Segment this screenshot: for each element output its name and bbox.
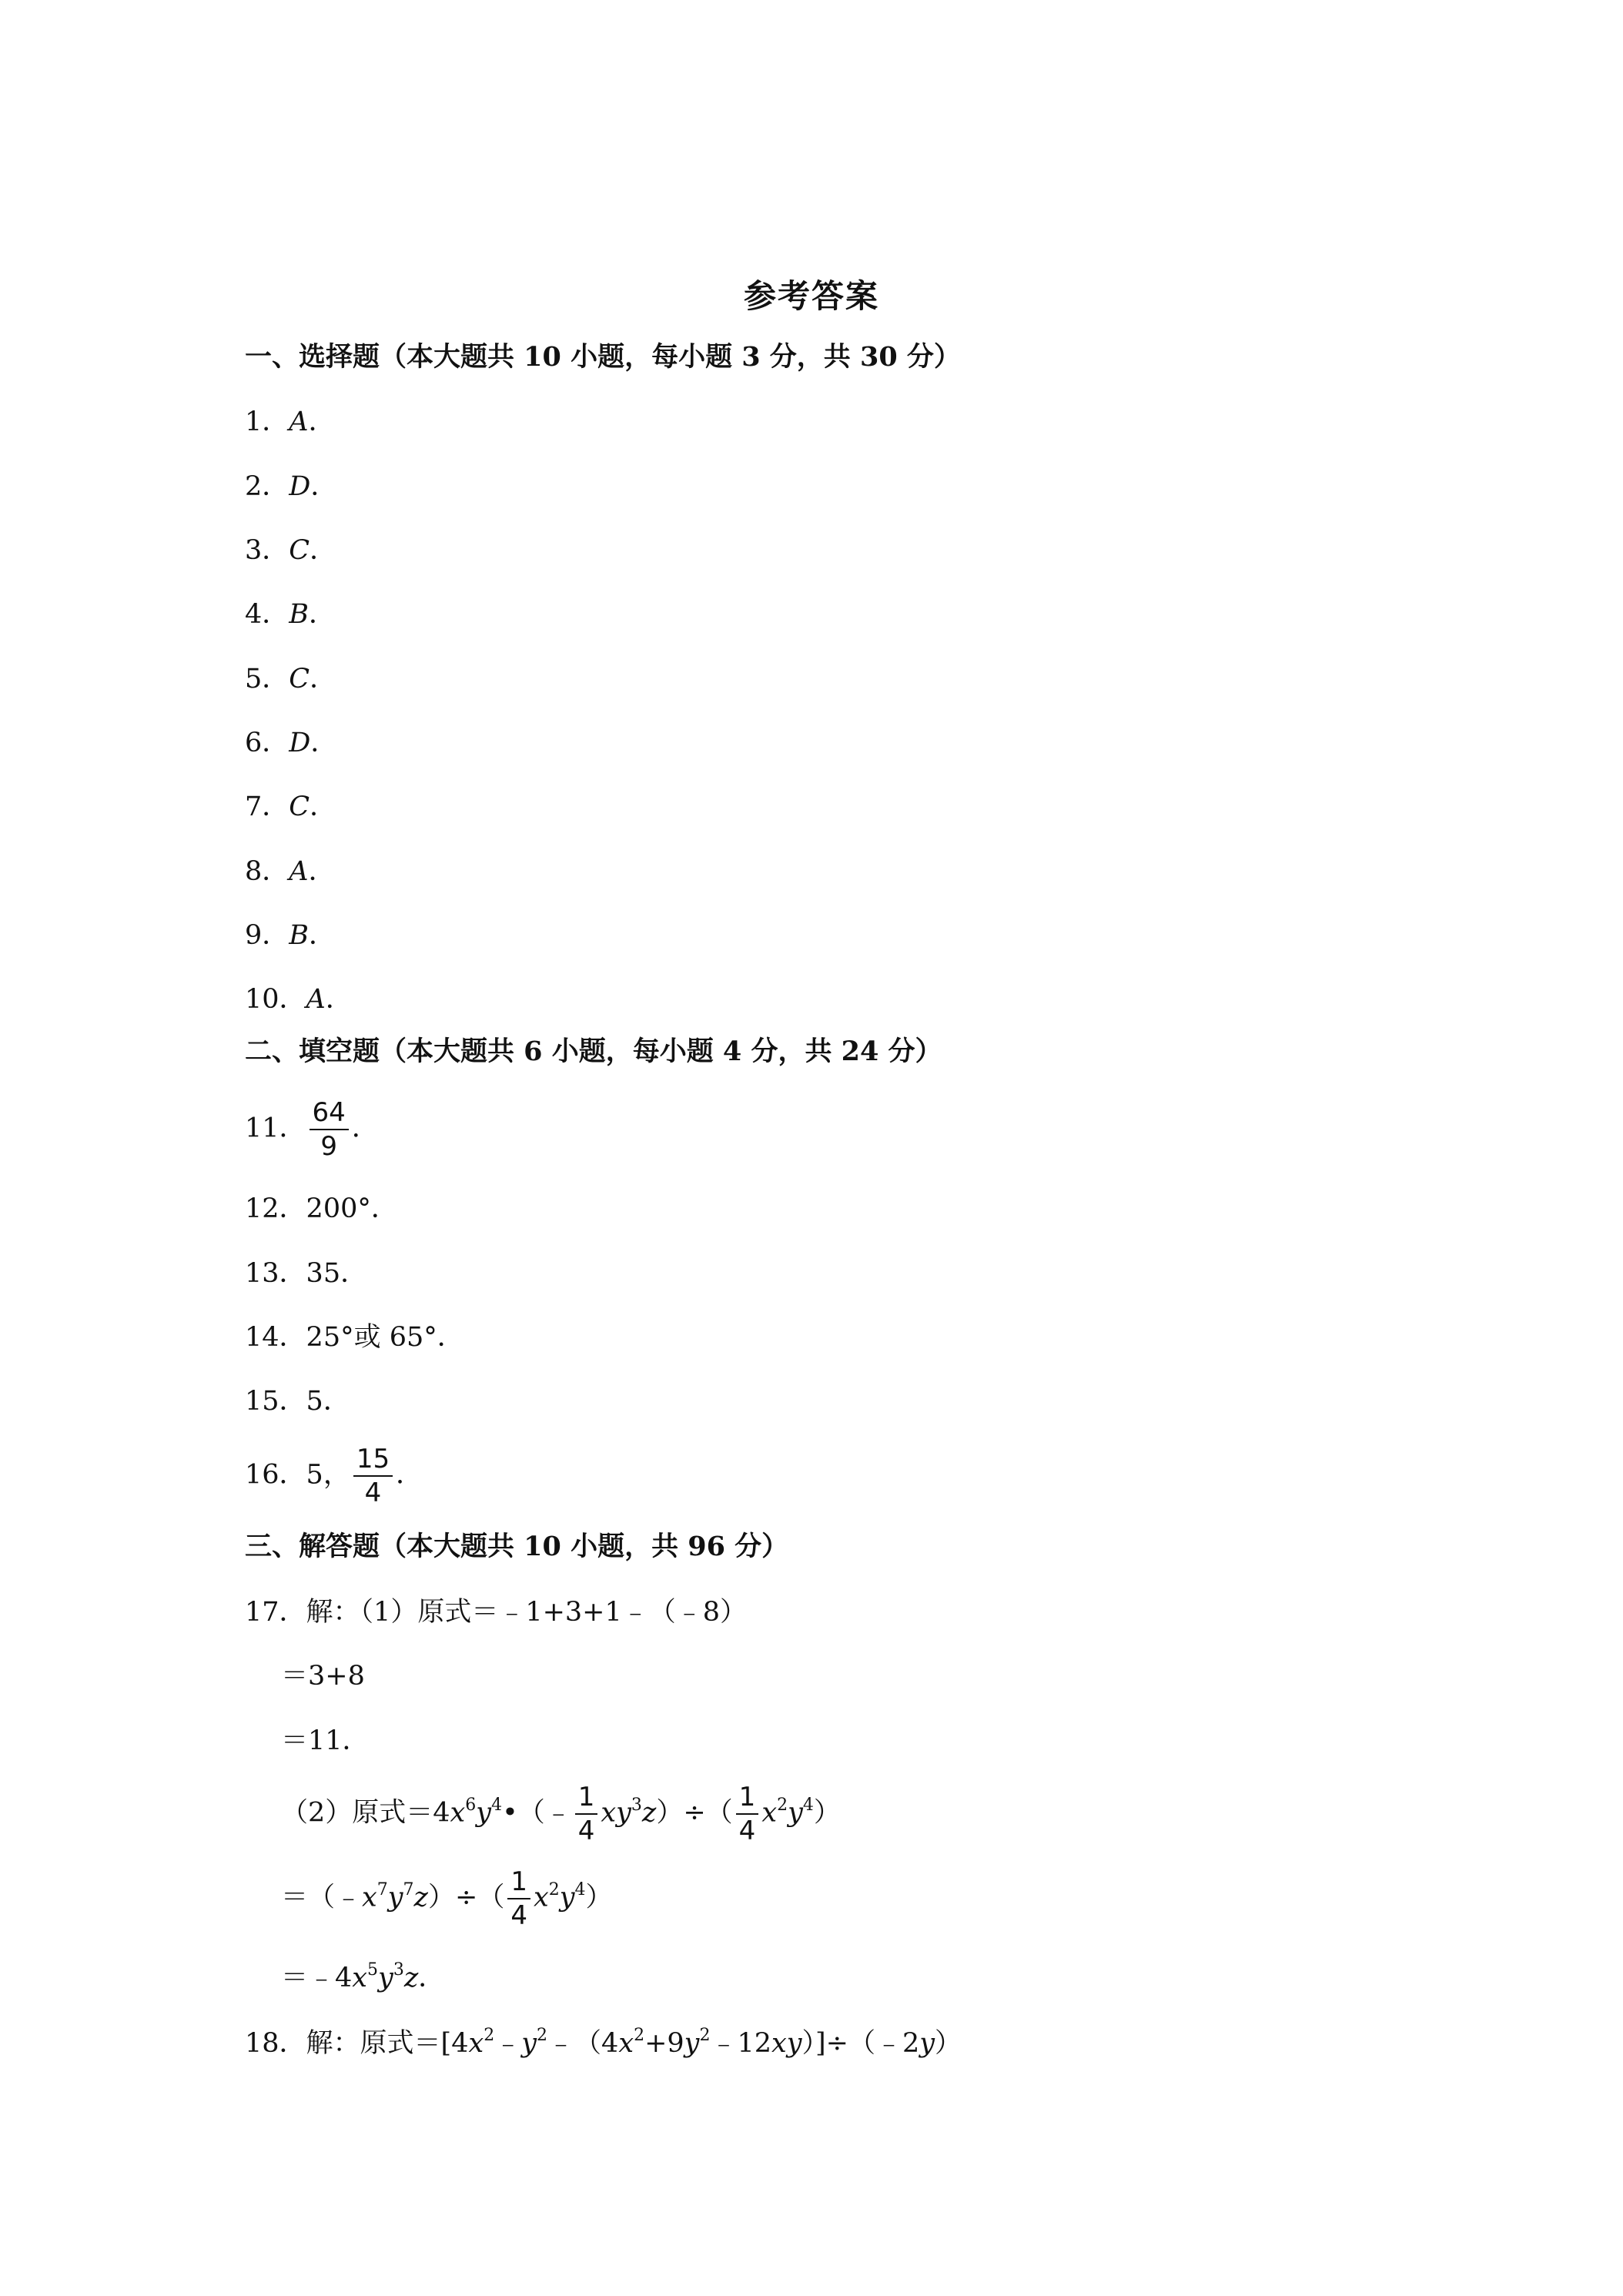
- choice-answer-5: 5．C．: [245, 664, 337, 694]
- answer-letter: D: [289, 471, 311, 502]
- choice-answer-8: 8．A．: [245, 856, 336, 887]
- answer-12: 12．200°．: [245, 1193, 398, 1224]
- answer-letter: A: [289, 856, 309, 887]
- choice-answer-9: 9．B．: [245, 920, 336, 951]
- answer-17-line1: 17．解：（1）原式＝﹣1+3+1﹣（﹣8）: [245, 1597, 748, 1628]
- choice-answer-1: 1．A．: [245, 407, 336, 437]
- choice-answer-10: 10．A．: [245, 984, 353, 1015]
- answer-17-line3: ＝11．: [281, 1725, 370, 1756]
- answer-letter: B: [289, 920, 310, 951]
- answer-17-line6: $=﹣4x^5y^3z$．: [281, 1960, 446, 1993]
- fraction: $\frac{1}{4}$: [736, 1782, 759, 1846]
- section2-heading: 二、填空题（本大题共 6 小题，每小题 4 分，共 24 分）: [245, 1036, 942, 1067]
- answer-17-line2: ＝3+8: [281, 1661, 365, 1692]
- answer-number: 3．: [245, 535, 289, 566]
- choice-answer-2: 2．D．: [245, 471, 338, 502]
- answer-14: 14．25°或 65°．: [245, 1322, 464, 1353]
- fraction: $\frac{15}{4}$: [353, 1444, 393, 1508]
- answer-13: 13．35．: [245, 1258, 368, 1289]
- section1-heading: 一、选择题（本大题共 10 小题，每小题 3 分，共 30 分）: [245, 341, 961, 373]
- answer-number: 7．: [245, 792, 289, 822]
- choice-answer-4: 4．B．: [245, 599, 336, 630]
- answer-number: 5．: [245, 664, 289, 694]
- choice-answer-6: 6．D．: [245, 728, 338, 758]
- answer-16: 16．5， $\frac{15}{4}$ ．: [245, 1444, 423, 1508]
- answer-number: 11．: [245, 1113, 306, 1144]
- answer-number: 4．: [245, 599, 289, 630]
- answer-18-line1: 18．解：原式$=[4x^2﹣y^2﹣(4x^2+9y^2﹣12xy)]\div(﹣2y)$: [245, 2026, 962, 2059]
- answer-number: 2．: [245, 471, 289, 502]
- answer-number: 9．: [245, 920, 289, 951]
- answer-number: 10．: [245, 984, 306, 1015]
- answer-letter: A: [289, 407, 309, 437]
- fraction: $\frac{1}{4}$: [507, 1867, 530, 1930]
- answer-letter: C: [289, 792, 310, 822]
- fraction: $\frac{64}{9}$: [310, 1098, 349, 1161]
- section3-heading: 三、解答题（本大题共 10 小题，共 96 分）: [245, 1531, 789, 1562]
- answer-letter: B: [289, 599, 310, 630]
- answer-number: 8．: [245, 856, 289, 887]
- answer-letter: A: [306, 984, 326, 1015]
- answer-number: 6．: [245, 728, 289, 758]
- answer-15: 15．5．: [245, 1386, 350, 1417]
- fraction: $\frac{1}{4}$: [575, 1782, 598, 1846]
- answer-letter: D: [289, 728, 311, 758]
- answer-17-line5: $=(﹣x^7y^7z)\div$（ $\frac{1}{4}$ $x^2y^4$）: [281, 1866, 613, 1931]
- answer-number: 1．: [245, 407, 289, 437]
- answer-17-line4: （2）原式$=4x^6y^4•(﹣$ $\frac{1}{4}$ $xy^3z)\div$（ $\frac{1}{4}$ $x^2y^4$）: [281, 1782, 841, 1846]
- answer-letter: C: [289, 535, 310, 566]
- answer-letter: C: [289, 664, 310, 694]
- choice-answer-3: 3．C．: [245, 535, 337, 566]
- choice-answer-7: 7．C．: [245, 792, 337, 822]
- answer-11: 11． $\frac{64}{9}$ ．: [245, 1097, 379, 1162]
- page-title: 参考答案: [743, 277, 879, 315]
